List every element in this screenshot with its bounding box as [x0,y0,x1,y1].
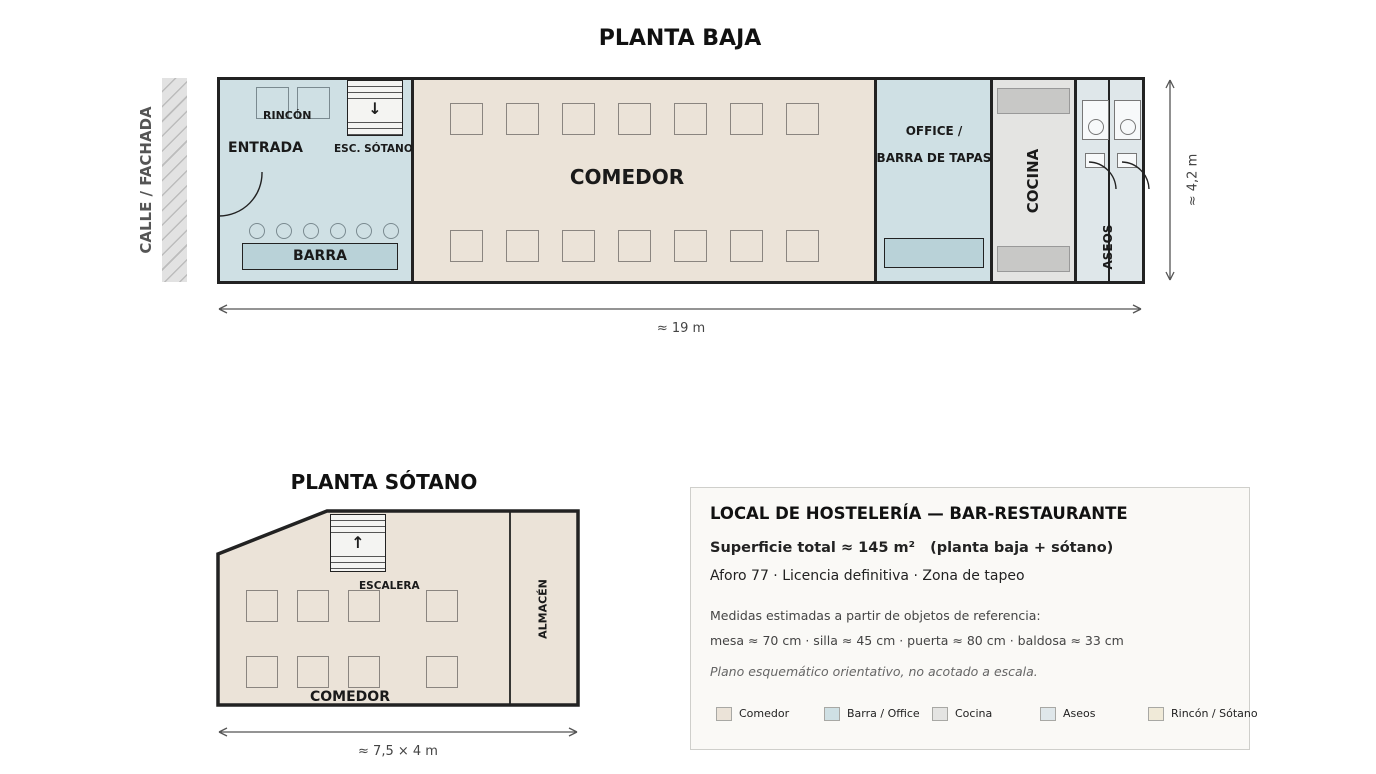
bar-stool [356,223,372,239]
basement-dining-label: COMEDOR [310,689,390,705]
basement-table [348,590,380,622]
dining-table [730,103,763,135]
stairs-up [330,514,386,572]
wall-divider [874,78,877,282]
office-label-line2: BARRA DE TAPAS [876,151,992,165]
basement-table [426,656,458,688]
wall-divider [1074,78,1077,282]
bar-counter [242,243,398,270]
street-facade-label: CALLE / FACHADA [137,106,155,254]
dining-table [450,103,483,135]
toilet-door-swing [1086,156,1150,196]
width-dimension-label: ≈ 19 m [656,321,706,336]
storage-label: ALMACÉN [536,579,550,639]
toilet-fixture [1114,100,1141,140]
stairs-down-label: ESC. SÓTANO [334,143,413,155]
basement-table [348,656,380,688]
entrance-label: ENTRADA [228,140,303,156]
info-card [690,487,1258,750]
width-dimension-line [215,300,1147,318]
info-measures: mesa ≈ 70 cm · silla ≈ 45 cm · puerta ≈ 80 cm · baldosa ≈ 33 cm [710,633,1124,648]
info-measures-intro: Medidas estimadas a partir de objetos de referencia: [710,608,1041,623]
kitchen-label: COCINA [1024,148,1042,214]
basement-table [426,590,458,622]
info-surface: Superficie total ≈ 145 m² (planta baja + sótano) [710,540,1114,556]
dining-table [786,103,819,135]
legend-label-cocina: Cocina [955,707,993,720]
bar-stool [383,223,399,239]
height-dimension-label: ≈ 4,2 m [1185,153,1201,207]
bar-stool [330,223,346,239]
dining-table [674,103,707,135]
basement-table [297,590,329,622]
basement-title: PLANTA SÓTANO [290,470,478,494]
bar-stool [249,223,265,239]
office-label-line1: OFFICE / [905,124,963,138]
legend-label-comedor: Comedor [739,707,790,720]
toilets-label: ASEOS [1101,224,1115,270]
legend-label-barra-office: Barra / Office [847,707,920,720]
dining-table [730,230,763,262]
legend-label-aseos: Aseos [1063,707,1096,720]
info-note: Plano esquemático orientativo, no acotado a escala. [710,664,1038,679]
info-capacity: Aforo 77 · Licencia definitiva · Zona de tapeo [710,568,1025,584]
dining-table [506,103,539,135]
dining-table [618,230,651,262]
rincon-label: RINCÓN [263,109,312,122]
bar-label: BARRA [293,248,347,264]
legend-swatch-rincon-sotano [1148,707,1164,721]
legend-swatch-comedor [716,707,732,721]
dining-room-label: COMEDOR [569,165,685,189]
legend-label-rincon-sotano: Rincón / Sótano [1171,707,1258,720]
bar-stool [303,223,319,239]
stairs-down [347,80,403,136]
dining-table [786,230,819,262]
dining-table [562,230,595,262]
legend-swatch-barra-office [824,707,840,721]
toilet-fixture [1082,100,1109,140]
arrow-down-icon: ↓ [348,101,402,117]
dining-table [506,230,539,262]
basement-table [297,656,329,688]
tapas-counter [884,238,984,268]
arrow-up-icon: ↑ [331,535,385,551]
legend-swatch-cocina [932,707,948,721]
basement-dimension-label: ≈ 7,5 × 4 m [358,744,438,759]
entrance-door-swing [214,168,266,220]
height-dimension-line [1161,76,1179,284]
dining-table [450,230,483,262]
legend-swatch-aseos [1040,707,1056,721]
wall-divider [990,78,993,282]
street-facade-hatch [162,78,187,282]
wall-divider [411,78,414,282]
kitchen-counter [997,88,1070,114]
dining-table [562,103,595,135]
ground-floor-title: PLANTA BAJA [598,26,762,51]
bar-stool [276,223,292,239]
dining-table [674,230,707,262]
basement-dimension-line [215,723,581,741]
basement-table [246,656,278,688]
info-heading: LOCAL DE HOSTELERÍA — BAR-RESTAURANTE [710,504,1128,523]
stairs-label: ESCALERA [359,580,420,592]
kitchen-counter [997,246,1070,272]
basement-table [246,590,278,622]
dining-table [618,103,651,135]
